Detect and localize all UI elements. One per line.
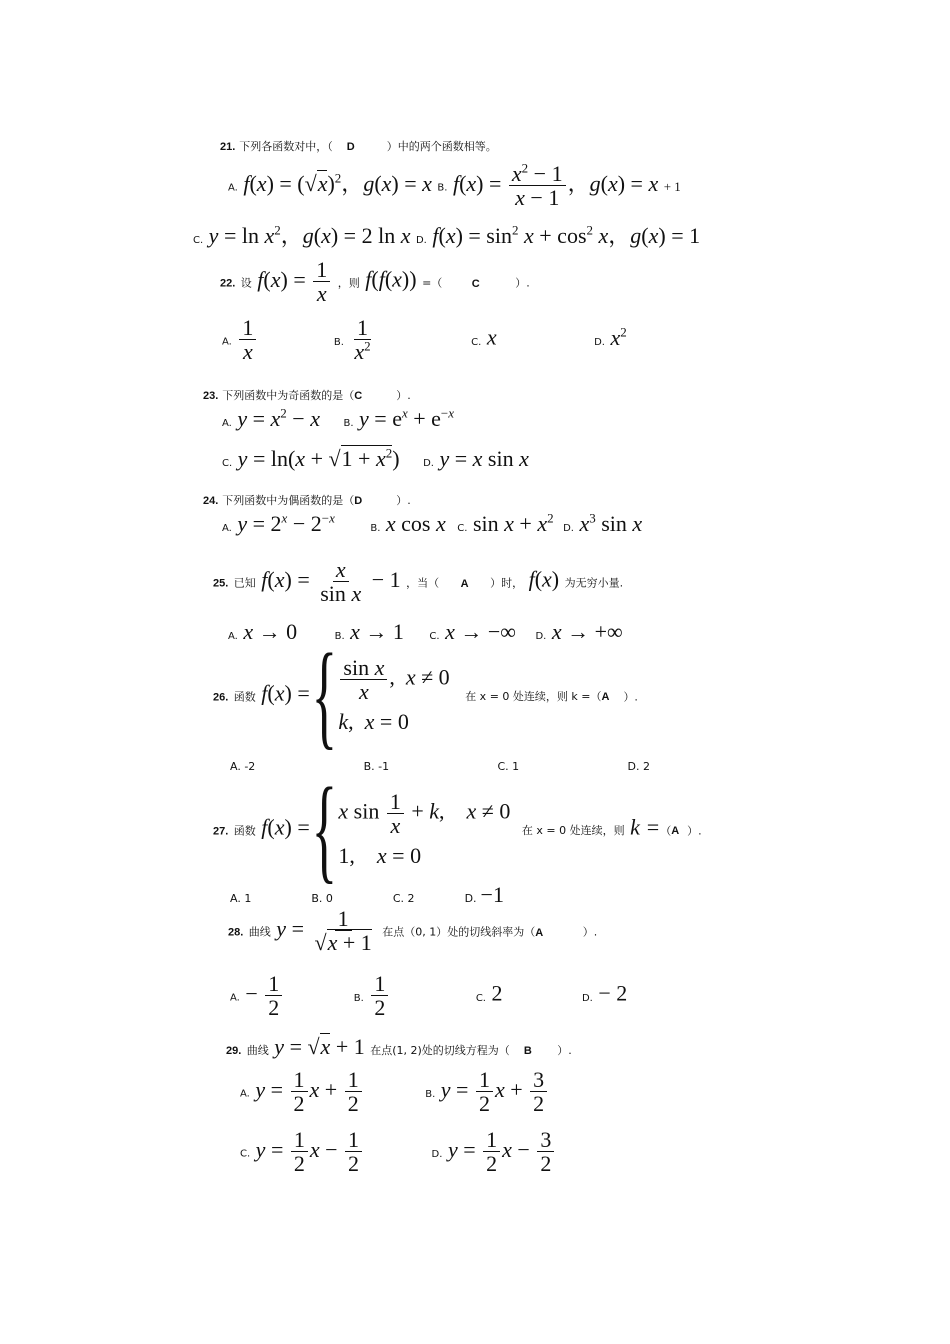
q26-number: 26. <box>213 691 229 704</box>
q29-stem: 29. 曲线 y = √x + 1 在点(1, 2)处的切线方程为（ B ）. <box>226 1034 572 1059</box>
q29-number: 29. <box>226 1045 242 1057</box>
q23-number: 23. <box>203 390 219 402</box>
q21-number: 21. <box>220 141 236 153</box>
q27-answer: A <box>671 825 680 838</box>
q26-options: A. -2 B. -1 C. 1 D. 2 <box>230 760 650 773</box>
q27-options: A. 1 B. 0 C. 2 D. −1 <box>230 882 504 907</box>
q22-stem: 22. 设 f(x) = $\frac{1}{x}$ ，则 f(f(x)) =（ C ）. <box>220 257 530 307</box>
q22-answer: C <box>471 277 480 290</box>
q26-answer: A <box>601 691 610 704</box>
q22-number: 22. <box>220 277 236 290</box>
q23-options-ab: A. $y = x^2 - x$ B. $y = e^x + e^{-x}$ <box>222 405 455 431</box>
q28-answer: A <box>535 926 544 939</box>
q23-answer: C <box>354 390 363 402</box>
q29-options-cd: C. y = $\frac{1}{2}$ x − $\frac{1}{2}$ D. y = $\frac{1}{2}$ x − $\frac{3}{2}$ <box>240 1128 556 1175</box>
q27-stem: 27. 函数 f(x) ={ x sin $\frac{1}{x}$ + k, x ≠ 0 1, x = 0 在 x = 0 处连续，则 k =（A ）. <box>213 763 702 894</box>
q23-options-cd: C. $y = \ln(x + √1 + x^2)$ D. y = x sin x <box>222 445 529 471</box>
q26-stem: 26. 函数 f(x) ={ $\frac{\text{sin x}}{x}$ , x ≠ 0 k, x = 0 在 x = 0 处连续，则 k =（A ）. <box>213 629 638 760</box>
q22-options: A. $\frac{1}{x}$ B. $\frac{1}{x^2}$ C. x D. $x^2$ <box>222 315 627 365</box>
q24-answer: D <box>354 495 363 507</box>
q29-answer: B <box>523 1045 532 1057</box>
q21-options-ab: A. $f(x) = (√x)^2$，g(x) = x B. f(x) = $\frac{x^2 - 1}{x - 1}$ ，g(x) = x + 1 <box>228 160 681 211</box>
q21-stem: 21. 下列各函数对中，（ D ）中的两个函数相等。 <box>220 140 497 153</box>
q23-stem: 23. 下列函数中为奇函数的是（C ）. <box>203 389 411 402</box>
q21-answer: D <box>346 141 355 153</box>
q27-number: 27. <box>213 825 229 838</box>
q24-stem: 24. 下列函数中为偶函数的是（D ）. <box>203 494 411 507</box>
q29-options-ab: A. y = $\frac{1}{2}$ x + $\frac{1}{2}$ B. y = $\frac{1}{2}$ x + $\frac{3}{2}$ <box>240 1068 549 1115</box>
q27-brace: { <box>311 763 337 894</box>
q25-number: 25. <box>213 577 229 590</box>
q21-options-cd: C. $y = \ln x^2$，g(x) = 2 ln x D. $f(x) = \sin^2 x + \cos^2 x$，g(x) = 1 <box>193 222 701 248</box>
q26-brace: { <box>311 629 337 760</box>
q24-number: 24. <box>203 495 219 507</box>
q28-number: 28. <box>228 926 244 939</box>
q25-stem: 25. 已知 f(x) = $\frac{x}{\text{sin x}}$ − 1 ，当（ A ）时， f(x) 为无穷小量. <box>213 557 624 607</box>
q24-options: A. $y = 2^x - 2^{-x}$ B. x cos x C. $\sin x + x^2$ D. $x^3$ sin x <box>222 510 643 536</box>
q25-options: A. x → 0 B. x → 1 C. x → −∞ D. x → +∞ <box>228 619 623 644</box>
q28-stem: 28. 曲线 y = $\frac{1}{√x + 1}$ 在点（0, 1）处的切线斜率为（A ）. <box>228 906 598 956</box>
q28-options: A. − $\frac{1}{2}$ B. $\frac{1}{2}$ C. 2 D. − 2 <box>230 971 628 1021</box>
q25-answer: A <box>460 577 469 590</box>
